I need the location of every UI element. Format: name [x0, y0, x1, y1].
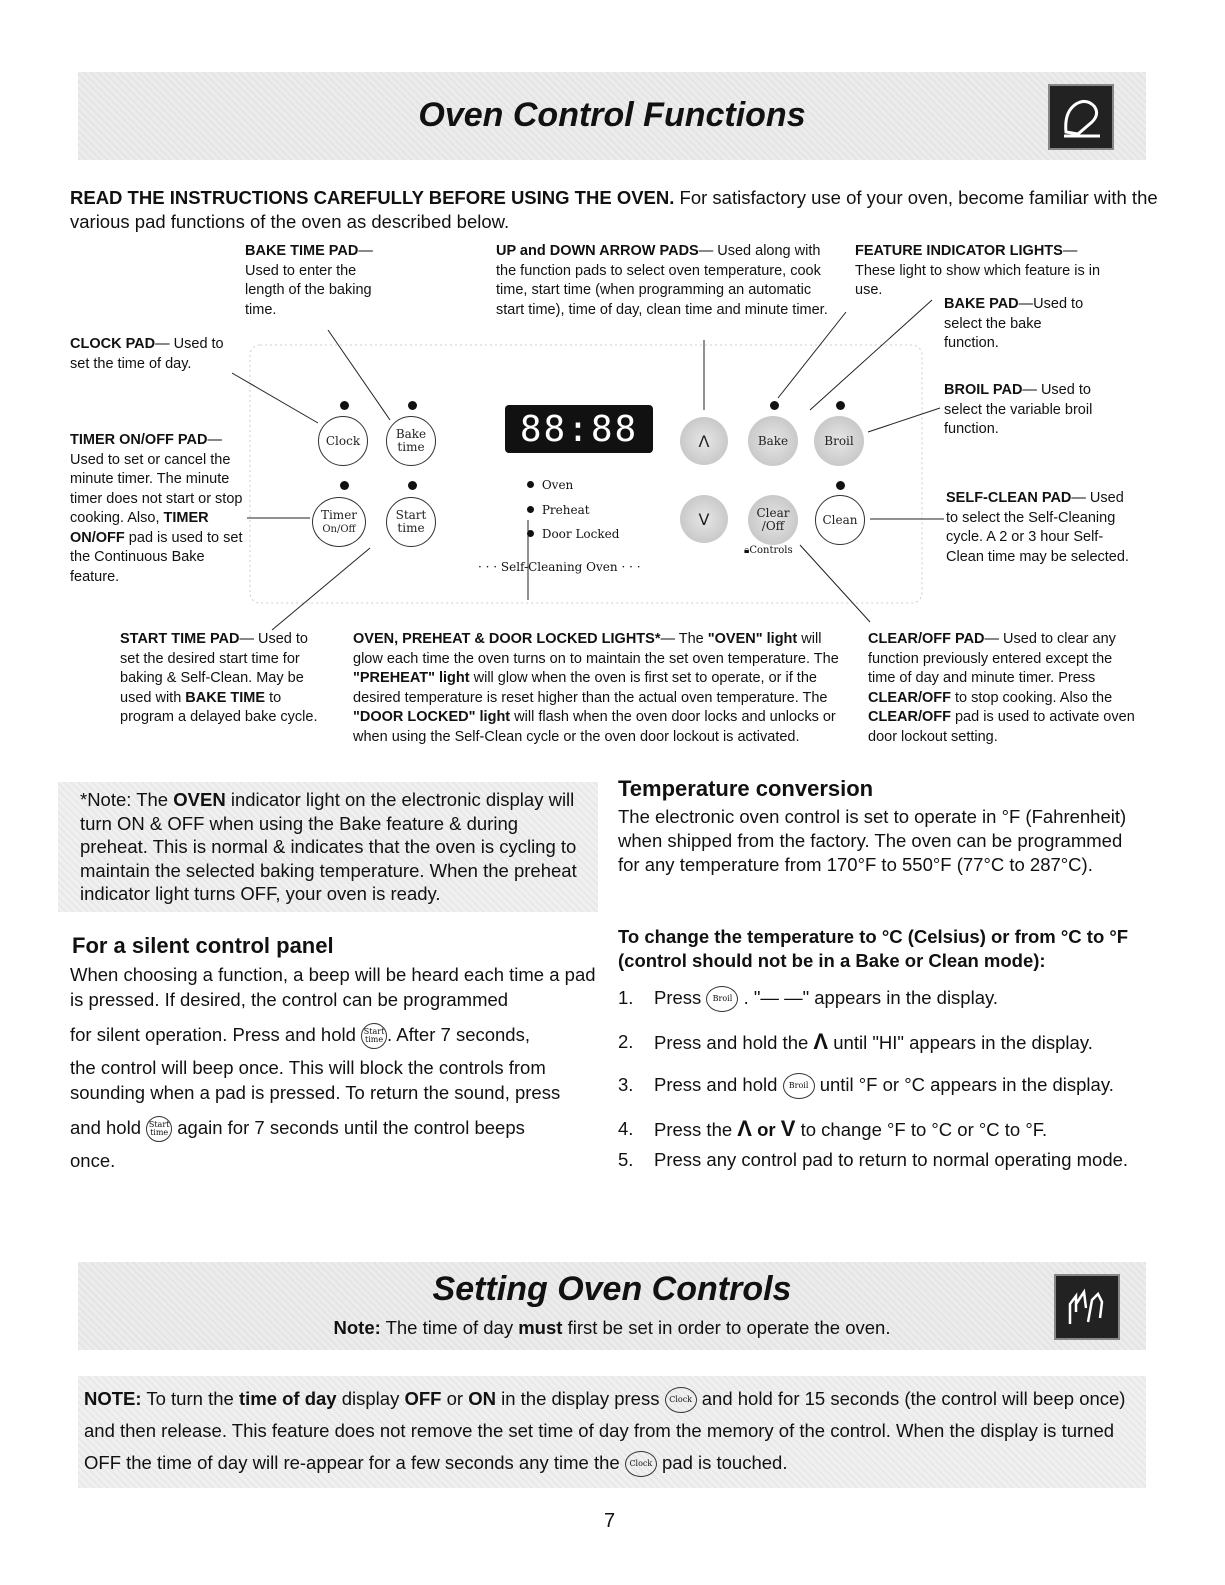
mini-clock-label: Clock: [629, 1459, 653, 1469]
note-prefix: *Note: The: [80, 789, 174, 810]
bake-indicator-dot: [770, 401, 779, 410]
silent-p2b: . After 7 seconds,: [387, 1024, 530, 1045]
mini-broil-label: Broil: [712, 994, 733, 1004]
door-locked-indicator-label: Door Locked: [541, 527, 620, 541]
silent-p1: When choosing a function, a beep will be heard each time a pad is pressed. If desired, the control can be programmed: [70, 964, 596, 1010]
setting-banner: [78, 1262, 1146, 1350]
bake-time-indicator-dot: [408, 401, 417, 410]
callout-title: BAKE PAD: [944, 296, 1019, 312]
bottom-note: [78, 1376, 1146, 1488]
preheat-light-dot: [527, 506, 534, 513]
start-time-pad-label: [396, 509, 427, 535]
clean-indicator-dot: [836, 481, 845, 490]
silent-p3: the control will beep once. This will block the controls from sounding when a pad is pressed. To return the sound, press: [70, 1057, 561, 1104]
step-text: Press and hold: [654, 1074, 783, 1096]
timer-indicator-dot: [340, 481, 349, 490]
down-arrow-icon: V: [780, 1116, 796, 1142]
note-bold: OVEN: [173, 789, 226, 810]
step-5: [618, 1147, 1148, 1172]
preheat-light-label: "PREHEAT" light: [353, 670, 470, 686]
callout-title: BAKE TIME PAD: [245, 243, 359, 259]
silent-p2a: for silent operation. Press and hold: [70, 1024, 362, 1045]
timer-line2: On/Off: [322, 523, 356, 535]
mini-l2: time: [364, 1035, 384, 1045]
panel-diagram-lines: [0, 0, 1225, 760]
down-arrow-icon: V: [698, 509, 710, 529]
page-title: Oven Control Functions: [418, 96, 806, 134]
clean-pad-label: Clean: [822, 512, 858, 527]
self-cleaning-oven-label: · · · Self-Cleaning Oven · · ·: [478, 560, 641, 574]
silent-p4a: and hold: [70, 1117, 147, 1139]
silent-p5: once.: [70, 1150, 116, 1172]
step-text: to change °F to °C or °C to °F.: [795, 1119, 1048, 1141]
note-a: The time of day: [380, 1317, 519, 1338]
door-locked-light-dot: [527, 530, 534, 537]
lock-icon: 🔒︎: [744, 545, 750, 556]
step-number: 3.: [618, 1074, 634, 1096]
callout-text: — Used along with the function pads to select oven temperature, cook time, start time (when programming an automatic start time), time of day, clean time and minute timer.: [496, 243, 828, 318]
step-4: [618, 1116, 1148, 1142]
callout-text: — Used to select the Self-Cleaning cycle. A 2 or 3 hour Self-Clean time may be selected.: [946, 490, 1129, 565]
down-arrow-pad[interactable]: [680, 495, 728, 543]
oven-indicator-note: [58, 782, 598, 912]
step-or: or: [757, 1119, 776, 1141]
silent-p4: [70, 1115, 600, 1142]
up-arrow-icon: Λ: [698, 431, 710, 451]
indicator-oven: [527, 478, 573, 492]
bn-d: or: [441, 1388, 469, 1409]
up-arrow-pad[interactable]: [680, 417, 728, 465]
callout-title: OVEN, PREHEAT & DOOR LOCKED LIGHTS*: [353, 631, 661, 647]
note-text: [80, 788, 590, 906]
clear-off-pad[interactable]: [748, 495, 798, 545]
callout-text: — Used to set the desired start time for baking & Self-Clean. May be used with: [120, 631, 308, 706]
broil-pad[interactable]: [814, 416, 864, 466]
callout-text: — Used to set the time of day.: [70, 336, 224, 372]
start-time-pad[interactable]: [386, 497, 436, 547]
callout-title: CLOCK PAD: [70, 336, 156, 352]
step-number: 2.: [618, 1031, 634, 1053]
temperature-heading: Temperature conversion: [618, 776, 874, 801]
bake-time-pad-label: [396, 428, 426, 454]
start-time-indicator-dot: [408, 481, 417, 490]
note-b: first be set in order to operate the oven.: [562, 1317, 891, 1338]
step-2: [618, 1029, 1148, 1055]
broil-mini-icon: [706, 986, 738, 1012]
bottom-note-text: [84, 1383, 1134, 1479]
bake-time-line2: time: [397, 440, 425, 454]
step-text: until "HI" appears in the display.: [828, 1032, 1093, 1054]
callout-text: to stop cooking. Also the: [950, 689, 1113, 706]
hands-icon: [1054, 1274, 1120, 1340]
bake-time-line1: Bake: [395, 427, 427, 441]
step-number: 1.: [618, 987, 634, 1008]
bn-c: display: [336, 1388, 405, 1409]
start-line2: time: [397, 521, 425, 535]
clear-off-pad-label: [756, 507, 789, 533]
mini-clock-label: Clock: [669, 1395, 693, 1405]
timer-line1: Timer: [320, 507, 358, 522]
start-time-mini-icon: [146, 1116, 172, 1142]
clock-indicator-dot: [340, 401, 349, 410]
temperature-steps: [618, 985, 1148, 1172]
clock-pad[interactable]: [318, 416, 368, 466]
callout-bold: CLEAR/OFF: [868, 709, 951, 725]
mini-broil-label: Broil: [788, 1081, 809, 1091]
oven-light-dot: [527, 481, 534, 488]
step-text: until °F or °C appears in the display.: [814, 1074, 1114, 1096]
bn-a: To turn the: [141, 1388, 239, 1409]
callout-text: — These light to show which feature is in use.: [855, 243, 1101, 298]
callout-text: — Used to set or cancel the minute timer. The minute timer does not start or stop cooking. Also,: [70, 432, 243, 526]
callout-title: START TIME PAD: [120, 631, 240, 647]
setting-note: [78, 1317, 1146, 1339]
temperature-subheading: To change the temperature to °C (Celsius) or from °C to °F (control should not be in a Bake or Clean mode):: [618, 926, 1129, 971]
setting-title: Setting Oven Controls: [432, 1270, 792, 1308]
steps-list: [618, 985, 1148, 1172]
callout-text: pad is used to activate oven door lockout setting.: [868, 709, 1135, 745]
silent-heading: For a silent control panel: [72, 933, 334, 958]
bn-b2: OFF: [404, 1388, 442, 1409]
page-number: 7: [604, 1510, 616, 1532]
timer-on-off-pad[interactable]: [312, 497, 366, 547]
mini-l1: Start: [363, 1027, 385, 1037]
callout-title2: TIMER ON/OFF: [70, 510, 209, 546]
callout-text: —Used to select the bake function.: [944, 296, 1084, 351]
callout-text: will flash when the oven door locks and unlocks or when using the Self-Clean cycle or the oven door lockout is activated.: [353, 709, 836, 745]
clock-display: [505, 405, 653, 453]
callout-text: will glow each time the oven turns on to maintain the set oven temperature. The: [353, 631, 839, 667]
temperature-text: The electronic oven control is set to operate in °F (Fahrenheit) when shipped from the factory. The oven can be programmed for any temperature from 170°F to 550°F (77°C to 287°C).: [618, 806, 1127, 875]
clock-pad-label: Clock: [325, 433, 361, 448]
callout-title: UP and DOWN ARROW PADS: [496, 243, 699, 259]
intro-bold: READ THE INSTRUCTIONS CAREFULLY BEFORE USING THE OVEN.: [70, 187, 675, 208]
start-time-mini-icon: [361, 1023, 387, 1049]
bottom-note-label: NOTE:: [84, 1388, 142, 1409]
intro-rest: For satisfactory use of your oven, become familiar with the various pad functions of the oven as described below.: [70, 187, 1158, 232]
bn-b1: time of day: [238, 1388, 337, 1409]
clean-pad[interactable]: [815, 495, 865, 545]
bake-time-pad[interactable]: [386, 416, 436, 466]
bake-pad-label: Bake: [757, 433, 789, 448]
step-number: 5.: [618, 1149, 634, 1171]
broil-indicator-dot: [836, 401, 845, 410]
controls-lock-label: [744, 545, 793, 556]
oven-indicator-label: Oven: [541, 478, 574, 492]
mini-l1: Start: [148, 1120, 170, 1130]
callout-bold: CLEAR/OFF: [868, 689, 951, 706]
oven-light-label: "OVEN" light: [707, 631, 798, 647]
step-text: Press: [654, 987, 707, 1008]
callout-title2: BAKE TIME: [185, 689, 266, 706]
callout-text2: pad is used to set the Continuous Bake feature.: [70, 529, 243, 585]
step-text: Press any control pad to return to normal operating mode.: [654, 1149, 1129, 1171]
start-line1: Start: [395, 508, 427, 522]
callout-title: SELF-CLEAN PAD: [946, 490, 1072, 506]
silent-p2: [70, 1022, 600, 1049]
preheat-indicator-label: Preheat: [541, 503, 590, 517]
silent-p4b: again for 7 seconds until the control beeps: [172, 1117, 525, 1139]
mini-l2: time: [150, 1128, 169, 1138]
bake-pad[interactable]: [748, 416, 798, 466]
bn-f: and hold for 15 seconds (the control will beep once) and then release. This feature does not remove the set time of day from the memory of the control. When the display is turned OFF the time of day will re-appear for a few seconds any time the: [84, 1388, 1126, 1473]
callout-title: TIMER ON/OFF PAD: [70, 432, 208, 448]
note-must: must: [518, 1317, 563, 1338]
callout-text: will glow when the oven is first set to operate, or if the desired temperature is reset higher than the actual oven temperature. The: [353, 670, 828, 706]
silent-text: [70, 962, 600, 1173]
step-1: [618, 985, 1148, 1012]
up-arrow-icon: Λ: [737, 1116, 752, 1142]
bn-b3: ON: [468, 1388, 496, 1409]
callout-title: FEATURE INDICATOR LIGHTS: [855, 243, 1063, 259]
step-number: 4.: [618, 1118, 634, 1140]
broil-pad-label: Broil: [824, 433, 854, 448]
broil-mini-icon: [783, 1073, 815, 1099]
step-text: . "— —" appears in the display.: [738, 987, 999, 1008]
indicator-door-locked: [527, 527, 619, 541]
step-text: Press the: [654, 1119, 738, 1141]
bn-e: in the display press: [495, 1388, 665, 1409]
clock-mini-icon: [665, 1387, 697, 1413]
bn-g: pad is touched.: [656, 1452, 788, 1473]
display-digits: 88:88: [519, 408, 639, 450]
controls-label: Controls: [749, 545, 793, 556]
clear-line2: /Off: [761, 519, 785, 533]
clock-mini-icon: [625, 1451, 657, 1477]
callout-text: — Used to enter the length of the baking time.: [245, 243, 373, 318]
callout-text: — Used to select the variable broil function.: [944, 382, 1093, 437]
step-3: [618, 1072, 1148, 1099]
clear-line1: Clear: [756, 506, 790, 520]
callout-text2: to program a delayed bake cycle.: [120, 689, 318, 725]
note-label: Note:: [333, 1317, 381, 1338]
timer-pad-label: [321, 509, 357, 536]
step-text: Press and hold the: [654, 1032, 814, 1054]
callout-text: — Used to clear any function previously entered except the time of day and minute timer. Press: [868, 631, 1116, 686]
indicator-preheat: [527, 503, 590, 517]
note-body: indicator light on the electronic display will turn ON & OFF when using the Bake feature & during preheat. This is normal & indicates that the oven is cycling to maintain the selected baking temperature. When the preheat indicator light turns OFF, your oven is ready.: [80, 789, 577, 904]
up-arrow-icon: Λ: [813, 1029, 829, 1055]
callout-title: CLEAR/OFF PAD: [868, 631, 985, 647]
callout-text: — The: [660, 631, 708, 647]
callout-title: BROIL PAD: [944, 382, 1023, 398]
door-locked-light-label: "DOOR LOCKED" light: [353, 709, 511, 725]
